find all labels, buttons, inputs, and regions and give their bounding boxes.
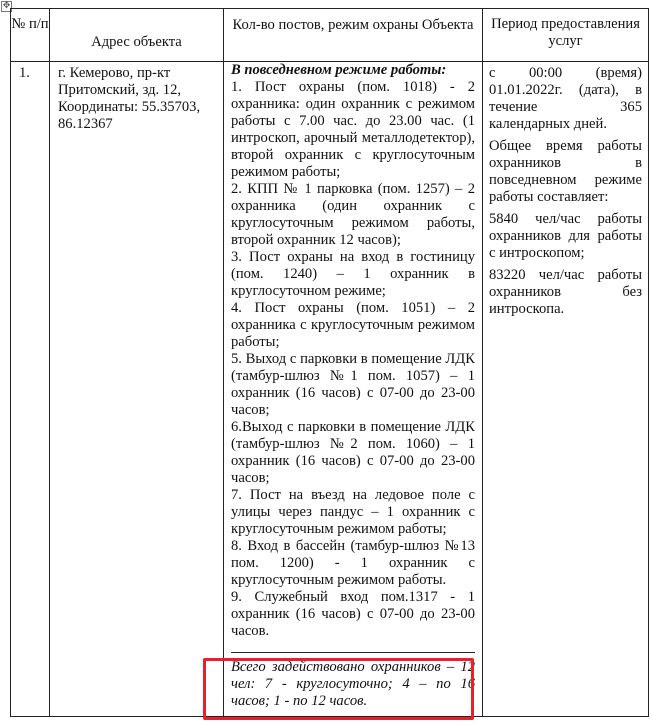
table-move-handle-icon[interactable]: ✥ [2,1,11,11]
services-table [10,8,649,717]
post-item: 9. Служебный вход пом.1317 - 1 охранник (16 часов) с 07-00 до 23-00 часов. [231,589,475,639]
post-item: 3. Пост охраны на вход в гостиницу (пом. 1240) – 1 охранник в круглосуточном режиме; [231,249,475,299]
post-item: 8. Вход в бассейн (тамбур-шлюз №13 пом. 1200) - 1 охранник с круглосуточным режимом работы. [231,538,475,588]
post-item: 7. Пост на въезд на ледовое поле с улицы через пандус – 1 охранник с круглосуточным режимом работы; [231,487,475,537]
guards-total: Всего задействовано охранников – 12 чел: 7 - круглосуточно; 4 – по 16 часов; 1 - по 12 часов. [231,659,475,709]
header-num: № п/п [11,9,50,62]
period-cell [483,62,649,717]
highlight-box [203,658,474,720]
period-paragraph: 5840 чел/час работы охранников для работы с интроскопом; [489,211,642,261]
header-address: Адрес объекта [50,9,224,62]
object-address: г. Кемерово, пр-кт Притомский, зд. 12, Координаты: 55.35703, 86.12367 [50,62,224,717]
period-paragraph: Общее время работы охранников в повседневном режиме работы составляет: [489,138,642,205]
post-item: 1. Пост охраны (пом. 1018) - 2 охранника: один охранник с режимом работы с 7.00 час. до 23.00 час. (1 интроскоп, арочный металлодетектор), второй охранник с круглосуточным режимом работы; [231,79,475,180]
post-item: 5. Выход с парковки в помещение ЛДК (тамбур-шлюз №1 пом. 1057) – 1 охранник (16 часов) с 07-00 до 23-00 часов; [231,351,475,418]
post-item: 2. КПП № 1 парковка (пом. 1257) – 2 охранника (один охранник с круглосуточным режимом работы, второй охранник 12 часов); [231,181,475,248]
row-number: 1. [11,62,50,717]
posts-cell [224,62,483,717]
mode-title: В повседневном режиме работы: [231,62,447,78]
post-item: 6.Выход с парковки в помещение ЛДК (тамбур-шлюз №2 пом. 1060) – 1 охранник (16 часов) с 07-00 до 23-00 часов; [231,419,475,486]
header-posts: Кол-во постов, режим охраны Объекта [224,9,483,62]
table-header-row [11,9,649,62]
header-period: Период предоставления услуг [483,9,649,62]
period-paragraph: с 00:00 (время) 01.01.2022г. (дата), в течение 365 календарных дней. [489,65,642,132]
table-row [11,62,649,717]
period-paragraph: 83220 чел/час работы охранников без интроскопа. [489,267,642,317]
post-item: 4. Пост охраны (пом. 1051) – 2 охранника с круглосуточным режимом работы; [231,300,475,350]
